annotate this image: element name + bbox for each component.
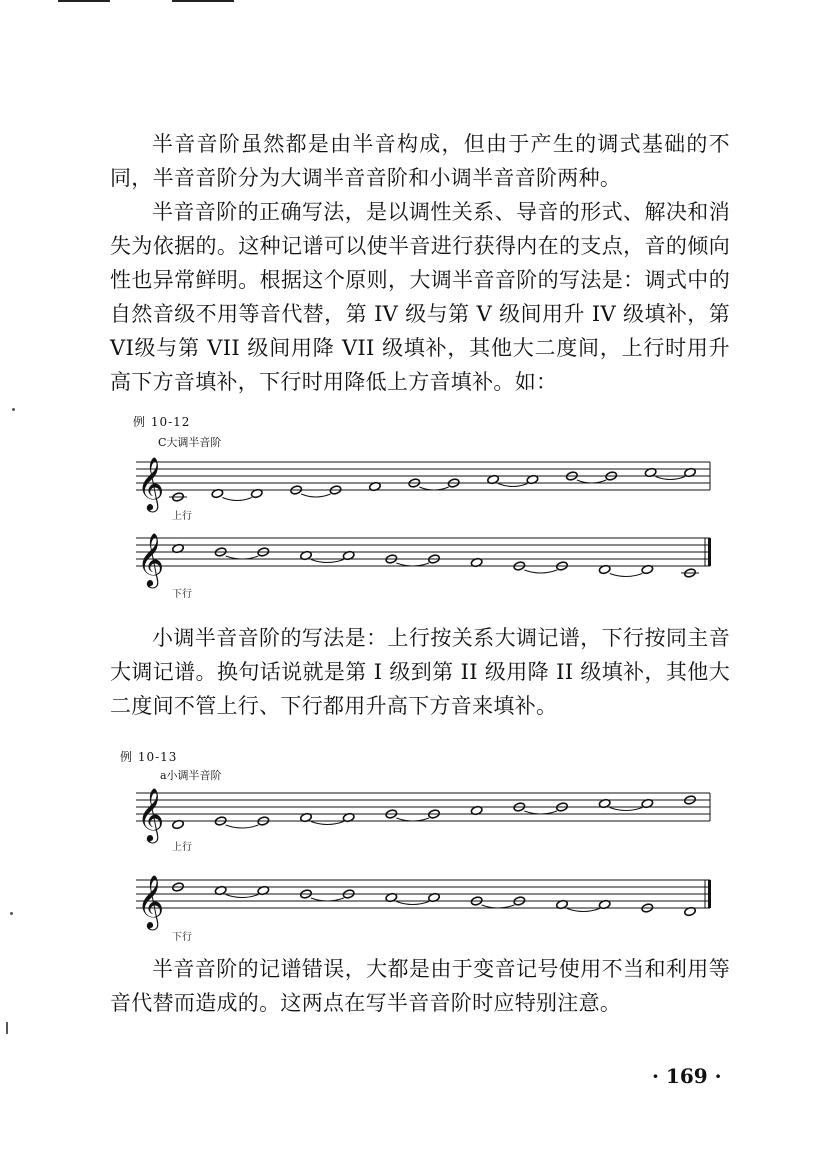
scan-speck	[12, 408, 15, 411]
example-10-12-descending-label: 下行	[172, 589, 192, 600]
paragraph-major-chromatic-rule: 半音音阶的正确写法，是以调性关系、导音的形式、解决和消失为依据的。这种记谱可以使半音进行获得内在的支点，音的倾向性也异常鲜明。根据这个原则，大调半音音阶的写法是：调式中的自然音级不用等音代替，第 IV 级与第 V 级间用升 IV 级填补，第VI级与第 VII 级间用降 VII 级填补，其他大二度间，上行时用升高下方音填补，下行时用降低上方音填补。如：	[110, 200, 730, 394]
tie	[301, 494, 330, 497]
tie	[524, 570, 557, 573]
tie	[226, 825, 259, 828]
example-10-13-label: 例 10-13	[120, 750, 178, 764]
scan-speck	[10, 912, 13, 915]
example-10-13-staff-ascending	[132, 771, 722, 851]
paragraph-chromatic-intro: 半音音阶虽然都是由半音构成，但由于产生的调式基础的不同，半音音阶分为大调半音音阶和小调半音音阶两种。	[110, 132, 730, 190]
tie	[656, 477, 685, 480]
tie	[610, 574, 643, 577]
paragraph-notation-errors: 半音音阶的记谱错误，大都是由于变音记号使用不当和利用等音代替而造成的。这两点在写半音音阶时应特别注意。	[110, 957, 730, 1015]
treble-clef-icon: 𝄞	[137, 874, 165, 928]
treble-clef-icon: 𝄞	[137, 456, 165, 510]
example-10-13-ascending-label: 上行	[172, 842, 192, 853]
tie	[610, 808, 643, 811]
tie	[567, 909, 600, 912]
example-10-12-staff-ascending	[132, 440, 722, 520]
top-rule-right	[172, 0, 234, 2]
scan-speck	[6, 1022, 8, 1034]
tie	[396, 902, 429, 905]
example-10-13-staff-descending	[132, 858, 722, 938]
tie	[498, 484, 527, 487]
example-10-13-descending-label: 下行	[172, 932, 192, 943]
tie	[226, 895, 259, 898]
example-10-12-title: C大调半音阶	[158, 436, 222, 449]
tie	[311, 822, 344, 825]
final-barline	[708, 880, 711, 908]
tie	[311, 560, 344, 563]
example-10-12-staff-descending	[132, 516, 722, 596]
top-rule-left	[58, 0, 110, 2]
example-10-13-title: a小调半音阶	[160, 769, 222, 782]
paragraph-minor-chromatic-rule: 小调半音音阶的写法是：上行按关系大调记谱，下行按同主音大调记谱。换句话说就是第 I 级到第 II 级用降 II 级填补，其他大二度间不管上行、下行都用升高下方音来填补。	[110, 626, 730, 718]
example-10-12-label: 例 10-12	[133, 415, 191, 429]
final-barline	[708, 538, 711, 566]
example-10-12-ascending-label: 上行	[172, 511, 192, 522]
treble-clef-icon: 𝄞	[137, 532, 165, 586]
treble-clef-icon: 𝄞	[137, 787, 165, 841]
page-number: · 169 ·	[652, 1064, 722, 1088]
tie	[222, 498, 251, 501]
